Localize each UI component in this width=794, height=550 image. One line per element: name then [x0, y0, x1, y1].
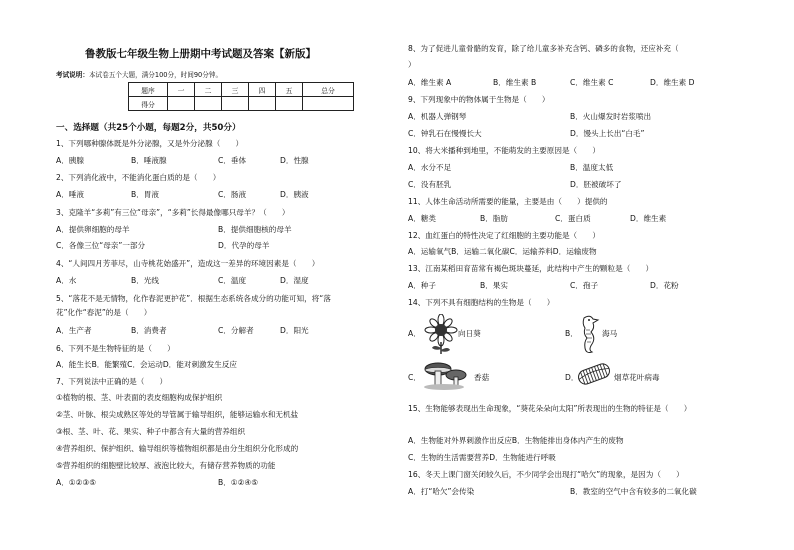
- option: B．温度太低: [570, 163, 614, 172]
- note-text: 本试卷五个大题，满分100分，时间90分钟。: [88, 71, 223, 79]
- question-6: 6、下列不是生物特征的是（ ）: [56, 344, 175, 353]
- score-cell: [168, 97, 195, 111]
- note-label: 考试说明：: [56, 71, 89, 79]
- sunflower-icon: [424, 314, 458, 358]
- option: B．维生素 B: [493, 78, 537, 87]
- option: D．花粉: [650, 281, 679, 290]
- picture-label: 烟草花叶病毒: [614, 373, 660, 382]
- question-6-options: A．能生长B．能繁殖C．会运动D．能对刺激发生反应: [56, 360, 238, 369]
- option: A．胰腺: [56, 156, 84, 165]
- option: A．水: [56, 276, 77, 285]
- score-cell: [195, 97, 222, 111]
- question-14: 14、下列不具有细胞结构的生物是（ ）: [408, 298, 555, 307]
- option: D．胚被破坏了: [570, 180, 622, 189]
- option: D．代孕的母羊: [218, 241, 270, 250]
- question-2: 2、下列消化液中，不能消化蛋白质的是（ ）: [56, 173, 221, 182]
- option: D．馒头上长出“白毛”: [570, 129, 645, 138]
- question-9: 9、下列现象中的物体属于生物是（ ）: [408, 95, 550, 104]
- option-letter: D．: [565, 373, 579, 382]
- statement: ⑤营养组织的细胞壁比较厚、液泡比较大，有储存营养物质的功能: [56, 461, 276, 470]
- option: A．机器人弹钢琴: [408, 112, 467, 121]
- option-letter: B．: [565, 329, 578, 338]
- question-10: 10、将大米播种到地里，不能萌发的主要原因是（ ）: [408, 146, 600, 155]
- page-title: 鲁教版七年级生物上册期中考试题及答案【新版】: [85, 48, 316, 60]
- option: A．①②③⑤: [56, 478, 97, 487]
- option: A．运输氧气B．运输二氧化碳C．运输养料D．运输废物: [408, 247, 597, 256]
- picture-label: 向日葵: [458, 329, 481, 338]
- option: D．性腺: [280, 156, 309, 165]
- question-8: 8、为了促进儿童骨骼的发育，除了给儿童多补充含钙、磷多的食物，还应补充（: [408, 44, 679, 53]
- question-11: 11、人体生命活动所需要的能量，主要是由（ ）提供的: [408, 197, 608, 206]
- score-header-cell: 总分: [303, 83, 354, 97]
- score-cell: [222, 97, 249, 111]
- option: B．消费者: [131, 326, 167, 335]
- score-header-cell: 一: [168, 83, 195, 97]
- option: B．火山爆发时岩浆喷出: [570, 112, 652, 121]
- score-header-cell: 三: [222, 83, 249, 97]
- statement: ④营养组织、保护组织、输导组织等植物组织都是由分生组织分化形成的: [56, 444, 299, 453]
- option: C．蛋白质: [555, 214, 591, 223]
- option: C．各像三位“母亲”一部分: [56, 241, 146, 250]
- option: D．胰液: [280, 190, 309, 199]
- score-header-cell: 题序: [129, 83, 168, 97]
- picture-label: 海马: [602, 329, 618, 338]
- question-4: 4、“人间四月芳菲尽，山寺桃花始盛开”，造成这一差异的环境因素是（ ）: [56, 259, 320, 268]
- option: B．光线: [131, 276, 159, 285]
- option: C．钟乳石在慢慢长大: [408, 129, 482, 138]
- question-16: 16、冬天上课门窗关闭较久后，不少同学会出现打“哈欠”的现象，是因为（ ）: [408, 470, 684, 479]
- option: C．生物的生活需要营养D．生物能进行呼吸: [408, 453, 556, 462]
- option: B．①②④⑤: [218, 478, 259, 487]
- score-table-row: [129, 97, 354, 111]
- option: C．孢子: [570, 281, 599, 290]
- option: A．打“哈欠”会传染: [408, 487, 475, 496]
- statement: ②茎、叶脉、根尖成熟区等处的导管属于输导组织，能够运输水和无机盐: [56, 410, 299, 419]
- option: B．唾液腺: [131, 156, 167, 165]
- option: B．提供细胞核的母羊: [218, 225, 292, 234]
- option: A．水分不足: [408, 163, 452, 172]
- score-cell: [276, 97, 303, 111]
- exam-note: [56, 69, 222, 79]
- question-5-cont: 花”化作“春泥”的是（ ）: [56, 308, 152, 317]
- option: B．胃液: [131, 190, 159, 199]
- section-heading: 一、选择题（共25个小题，每题2分，共50分）: [56, 123, 241, 133]
- mushroom-icon: [422, 360, 468, 394]
- option: C．没有胚乳: [408, 180, 452, 189]
- score-table: [128, 82, 354, 111]
- score-table-header: [129, 83, 354, 97]
- question-1: 1、下列哪种腺体既是外分泌腺，又是外分泌腺（ ）: [56, 139, 244, 148]
- option: B．果实: [480, 281, 508, 290]
- score-header-cell: 五: [276, 83, 303, 97]
- score-row-label: 得分: [129, 97, 168, 111]
- question-8-cont: ）: [408, 60, 416, 69]
- question-13: 13、江南某稻田育苗常有褐色斑块蔓延，此结构中产生的颗粒是（ ）: [408, 264, 654, 273]
- option: D．维生素 D: [650, 78, 695, 87]
- option: C．肠液: [218, 190, 247, 199]
- statement: ①植物的根、茎、叶表面的表皮细胞构成保护组织: [56, 393, 223, 402]
- option-letter: C．: [408, 373, 421, 382]
- virus-icon: [576, 357, 612, 395]
- option-letter: A．: [408, 329, 421, 338]
- option: A．糖类: [408, 214, 436, 223]
- option: A．唾液: [56, 190, 84, 199]
- question-7: 7、下列说法中正确的是（ ）: [56, 377, 168, 386]
- score-cell: [249, 97, 276, 111]
- option: D．湿度: [280, 276, 309, 285]
- option: A．提供卵细胞的母羊: [56, 225, 130, 234]
- option: A．种子: [408, 281, 436, 290]
- question-12: 12、血红蛋白的特性决定了红细胞的主要功能是（ ）: [408, 231, 600, 240]
- option: D．维生素: [630, 214, 667, 223]
- score-header-cell: 二: [195, 83, 222, 97]
- picture-label: 香菇: [474, 373, 490, 382]
- option: C．垂体: [218, 156, 247, 165]
- score-header-cell: 四: [249, 83, 276, 97]
- question-3: 3、克隆羊“多莉”有三位“母亲”，“多莉”长得最像哪只母羊？（ ）: [56, 208, 290, 217]
- option: C．温度: [218, 276, 247, 285]
- option: A．生产者: [56, 326, 92, 335]
- option: D．阳光: [280, 326, 309, 335]
- question-15: 15、生物能够表现出生命现象，“葵花朵朵向太阳”所表现出的生物的特征是（ ）: [408, 404, 692, 413]
- score-cell: [303, 97, 354, 111]
- option: B．教室的空气中含有较多的二氧化碳: [570, 487, 697, 496]
- option: B．脂肪: [480, 214, 508, 223]
- option: C．维生素 C: [570, 78, 614, 87]
- option: C．分解者: [218, 326, 254, 335]
- question-5: 5、“落花不是无情物，化作春泥更护花”．根据生态系统各成分的功能可知，将“落: [56, 294, 331, 303]
- option: A．生物能对外界刺激作出反应B．生物能排出身体内产生的废物: [408, 436, 624, 445]
- option: A．维生素 A: [408, 78, 452, 87]
- seahorse-icon: [578, 314, 600, 358]
- statement: ③根、茎、叶、花、果实、种子中都含有大量的营养组织: [56, 427, 246, 436]
